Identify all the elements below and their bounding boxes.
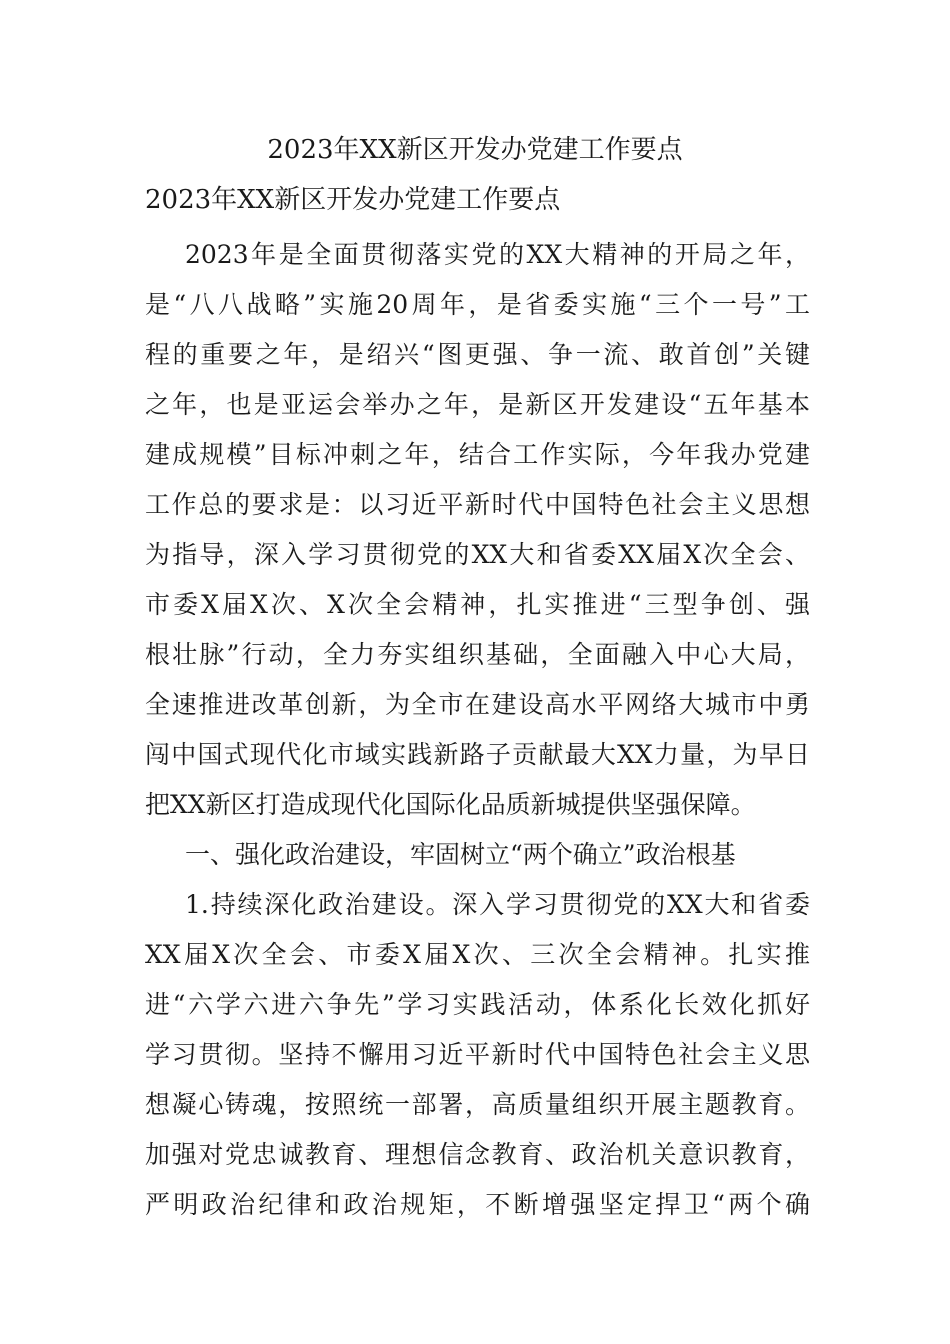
paragraph-line: 把XX新区打造成现代化国际化品质新城提供坚强保障。 xyxy=(145,790,756,819)
paragraph-line: 1.持续深化政治建设。深入学习贯彻党的XX大和省委 xyxy=(185,890,810,919)
document-body xyxy=(145,230,810,1230)
paragraph-line: 之年，也是亚运会举办之年，是新区开发建设“五年基本 xyxy=(145,390,810,419)
paragraph-line: 学习贯彻。坚持不懈用习近平新时代中国特色社会主义思 xyxy=(145,1040,810,1069)
paragraph-line: 市委X届X次、X次全会精神，扎实推进“三型争创、强 xyxy=(145,590,810,619)
paragraph-line: 为指导，深入学习贯彻党的XX大和省委XX届X次全会、 xyxy=(145,540,810,569)
paragraph-line: 工作总的要求是：以习近平新时代中国特色社会主义思想 xyxy=(145,490,810,519)
section-heading: 一、强化政治建设，牢固树立“两个确立”政治根基 xyxy=(185,840,736,869)
paragraph-line: 是“八八战略”实施20周年，是省委实施“三个一号”工 xyxy=(145,290,810,319)
paragraph-line: 加强对党忠诚教育、理想信念教育、政治机关意识教育， xyxy=(145,1140,810,1169)
paragraph-line: XX届X次全会、市委X届X次、三次全会精神。扎实推 xyxy=(145,940,810,969)
document-subtitle: 2023年XX新区开发办党建工作要点 xyxy=(145,185,561,215)
paragraph-line: 根壮脉”行动，全力夯实组织基础，全面融入中心大局， xyxy=(145,640,810,669)
document-title: 2023年XX新区开发办党建工作要点 xyxy=(267,135,683,165)
paragraph-line: 进“六学六进六争先”学习实践活动，体系化长效化抓好 xyxy=(145,990,810,1019)
paragraph-line: 闯中国式现代化市域实践新路子贡献最大XX力量，为早日 xyxy=(145,740,810,769)
paragraph-line: 建成规模”目标冲刺之年，结合工作实际，今年我办党建 xyxy=(145,440,810,469)
paragraph-line: 2023年是全面贯彻落实党的XX大精神的开局之年， xyxy=(185,240,810,269)
paragraph-line: 程的重要之年，是绍兴“图更强、争一流、敢首创”关键 xyxy=(145,340,810,369)
paragraph-line: 严明政治纪律和政治规矩，不断增强坚定捍卫“两个确 xyxy=(145,1190,810,1219)
paragraph-line: 想凝心铸魂，按照统一部署，高质量组织开展主题教育。 xyxy=(145,1090,810,1119)
paragraph-line: 全速推进改革创新，为全市在建设高水平网络大城市中勇 xyxy=(145,690,810,719)
